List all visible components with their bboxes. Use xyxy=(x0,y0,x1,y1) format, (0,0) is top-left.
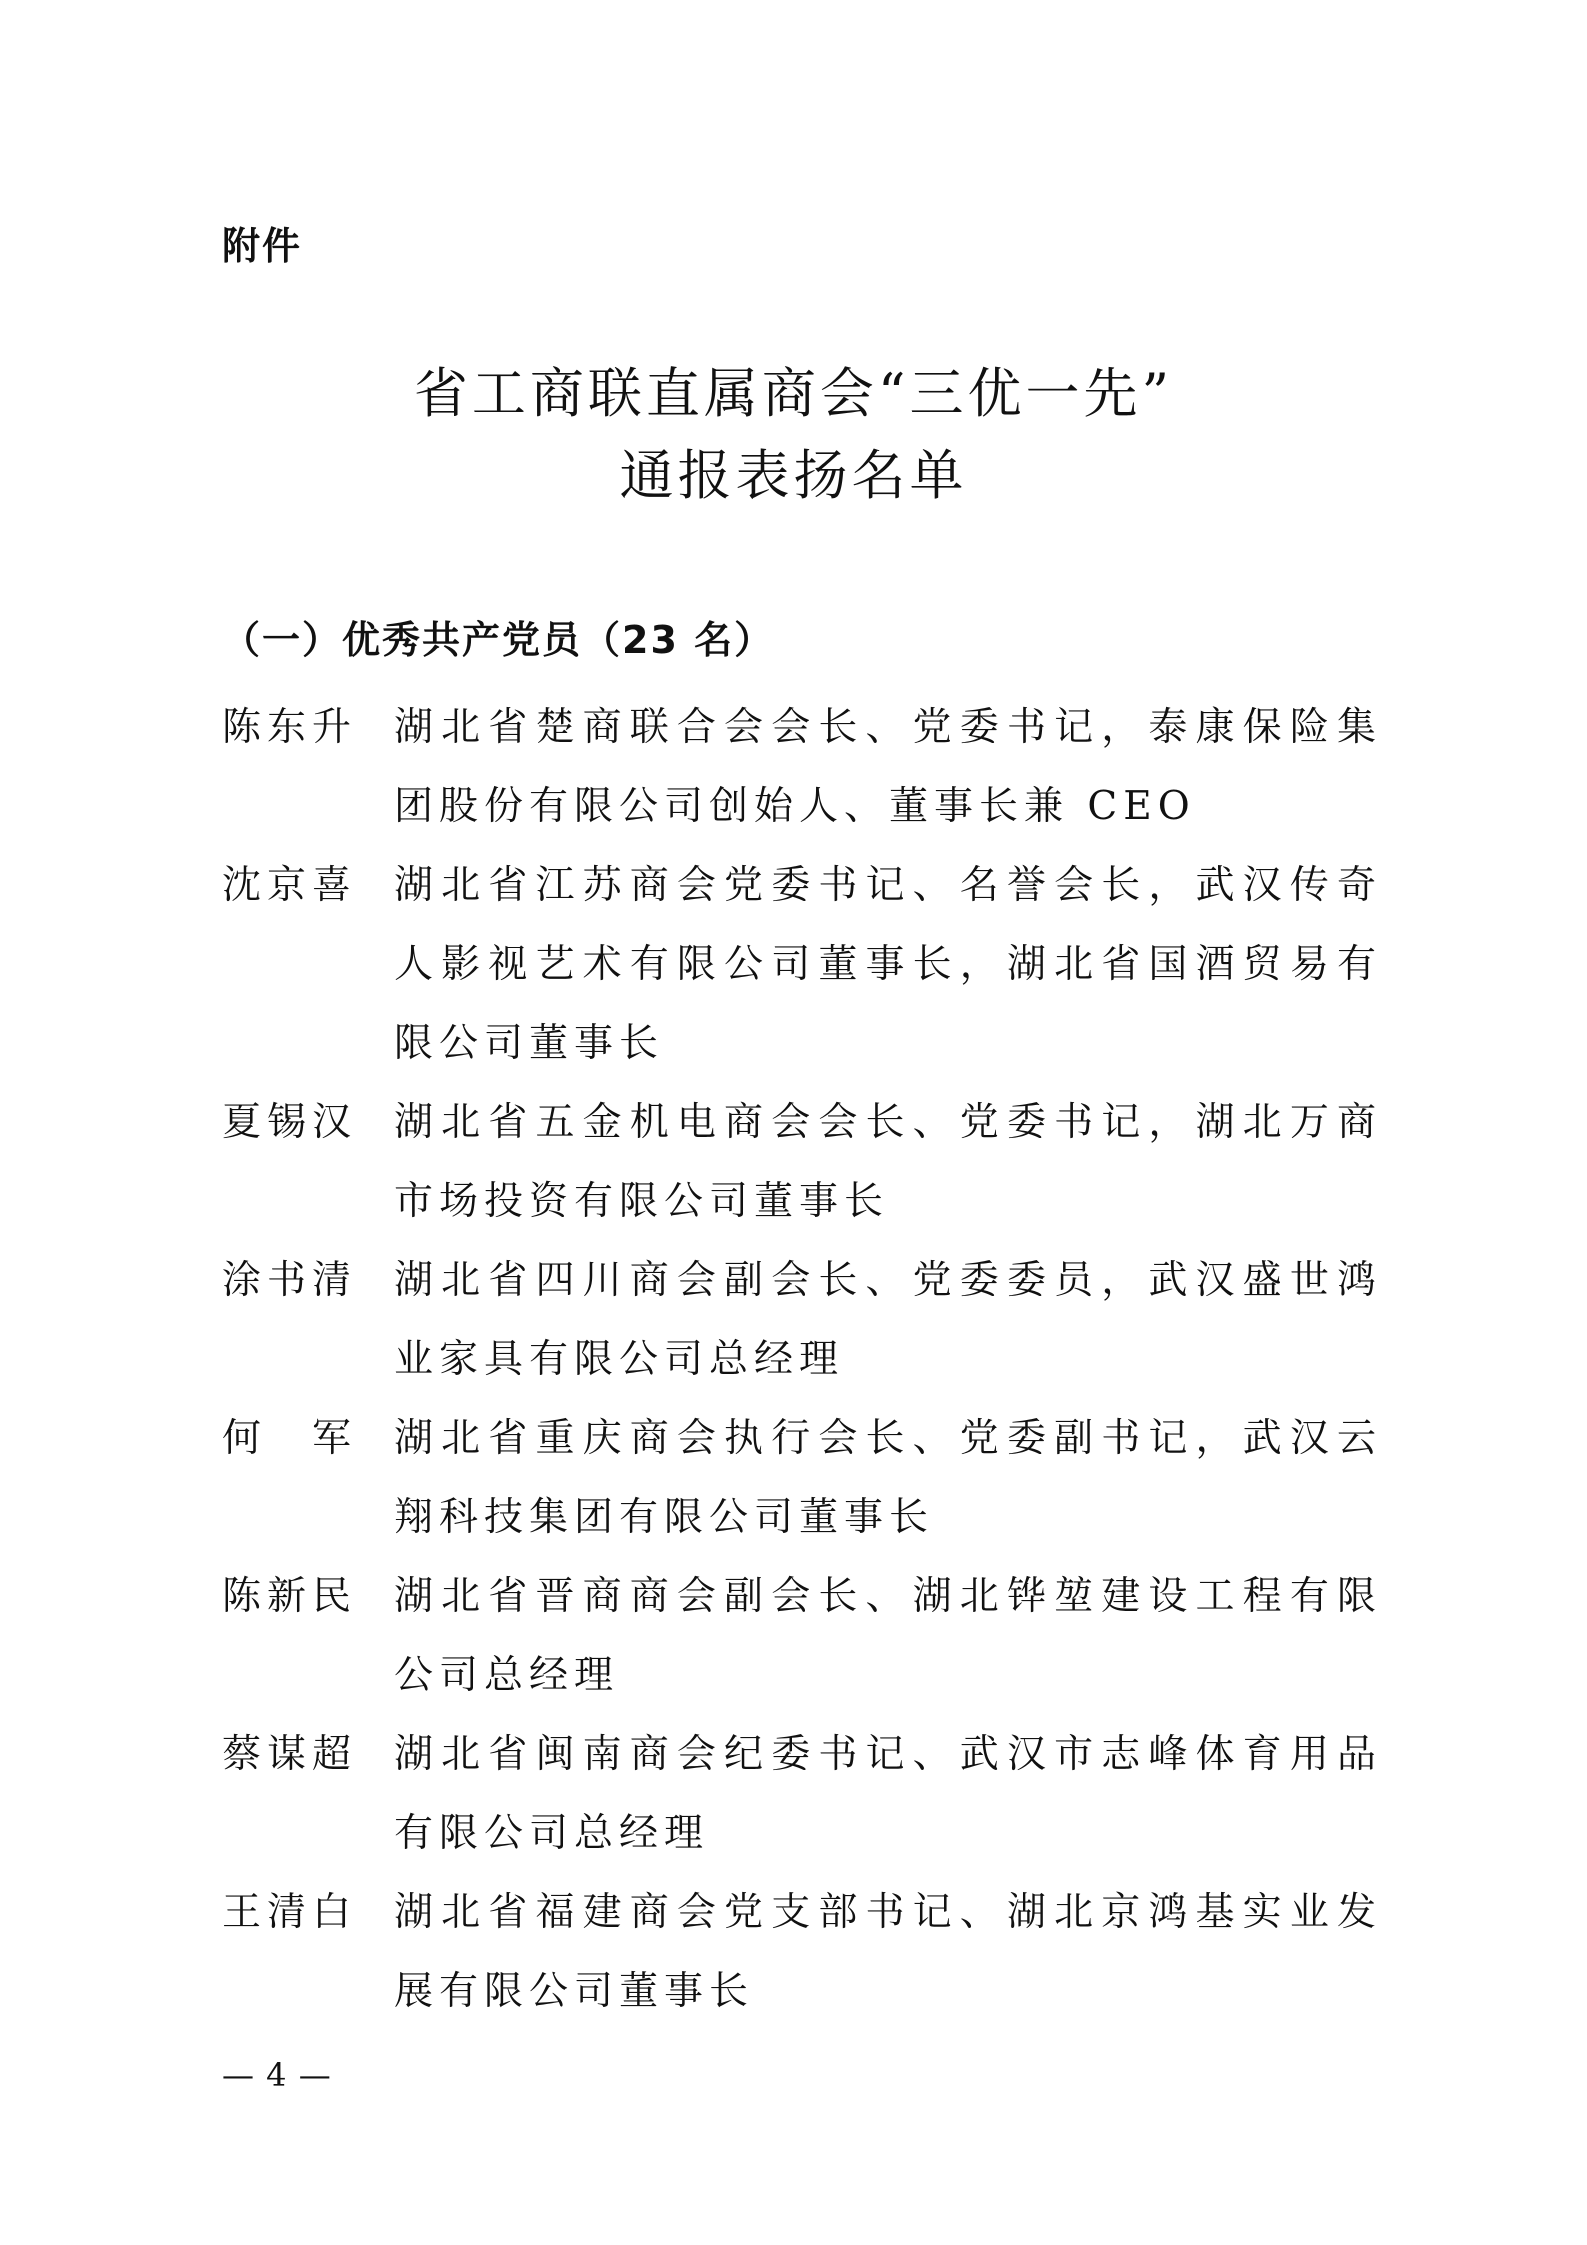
honoree-description: 湖北省五金机电商会会长、党委书记，湖北万商市场投资有限公司董事长 xyxy=(394,1100,1382,1224)
honoree-name: 沈京喜 xyxy=(222,863,358,908)
list-item xyxy=(222,846,1382,1083)
honoree-description: 湖北省福建商会党支部书记、湖北京鸿基实业发展有限公司董事长 xyxy=(394,1890,1382,2014)
honoree-description: 湖北省楚商联合会会长、党委书记，泰康保险集团股份有限公司创始人、董事长兼 CEO xyxy=(394,705,1382,829)
honoree-name: 何 军 xyxy=(222,1416,358,1461)
list-item xyxy=(222,688,1382,846)
document-title-line-1: 省工商联直属商会“三优一先” xyxy=(413,362,1174,425)
list-item xyxy=(222,1557,1382,1715)
honoree-description: 湖北省四川商会副会长、党委委员，武汉盛世鸿业家具有限公司总经理 xyxy=(394,1258,1382,1382)
honoree-description: 湖北省晋商商会副会长、湖北铧堃建设工程有限公司总经理 xyxy=(394,1574,1382,1698)
attachment-label: 附件 xyxy=(222,224,303,268)
honoree-name: 夏锡汉 xyxy=(222,1100,358,1145)
list-item xyxy=(222,1241,1382,1399)
section-heading: （一）优秀共产党员（23 名） xyxy=(222,618,775,662)
document-title-line-2: 通报表扬名单 xyxy=(619,444,968,507)
honoree-description: 湖北省江苏商会党委书记、名誉会长，武汉传奇人影视艺术有限公司董事长，湖北省国酒贸易有限公司董事长 xyxy=(394,863,1382,1066)
honoree-name: 陈东升 xyxy=(222,705,358,750)
honoree-name: 陈新民 xyxy=(222,1574,358,1619)
honoree-description: 湖北省闽南商会纪委书记、武汉市志峰体育用品有限公司总经理 xyxy=(394,1732,1382,1856)
honoree-description: 湖北省重庆商会执行会长、党委副书记，武汉云翔科技集团有限公司董事长 xyxy=(394,1416,1382,1540)
list-item xyxy=(222,1399,1382,1557)
page-number: — 4 — xyxy=(222,2056,332,2094)
list-item xyxy=(222,1083,1382,1241)
honoree-list xyxy=(222,688,1382,2031)
honoree-name: 王清白 xyxy=(222,1890,358,1935)
list-item xyxy=(222,1873,1382,2031)
honoree-name: 涂书清 xyxy=(222,1258,358,1303)
honoree-name: 蔡谋超 xyxy=(222,1732,358,1777)
list-item xyxy=(222,1715,1382,1873)
